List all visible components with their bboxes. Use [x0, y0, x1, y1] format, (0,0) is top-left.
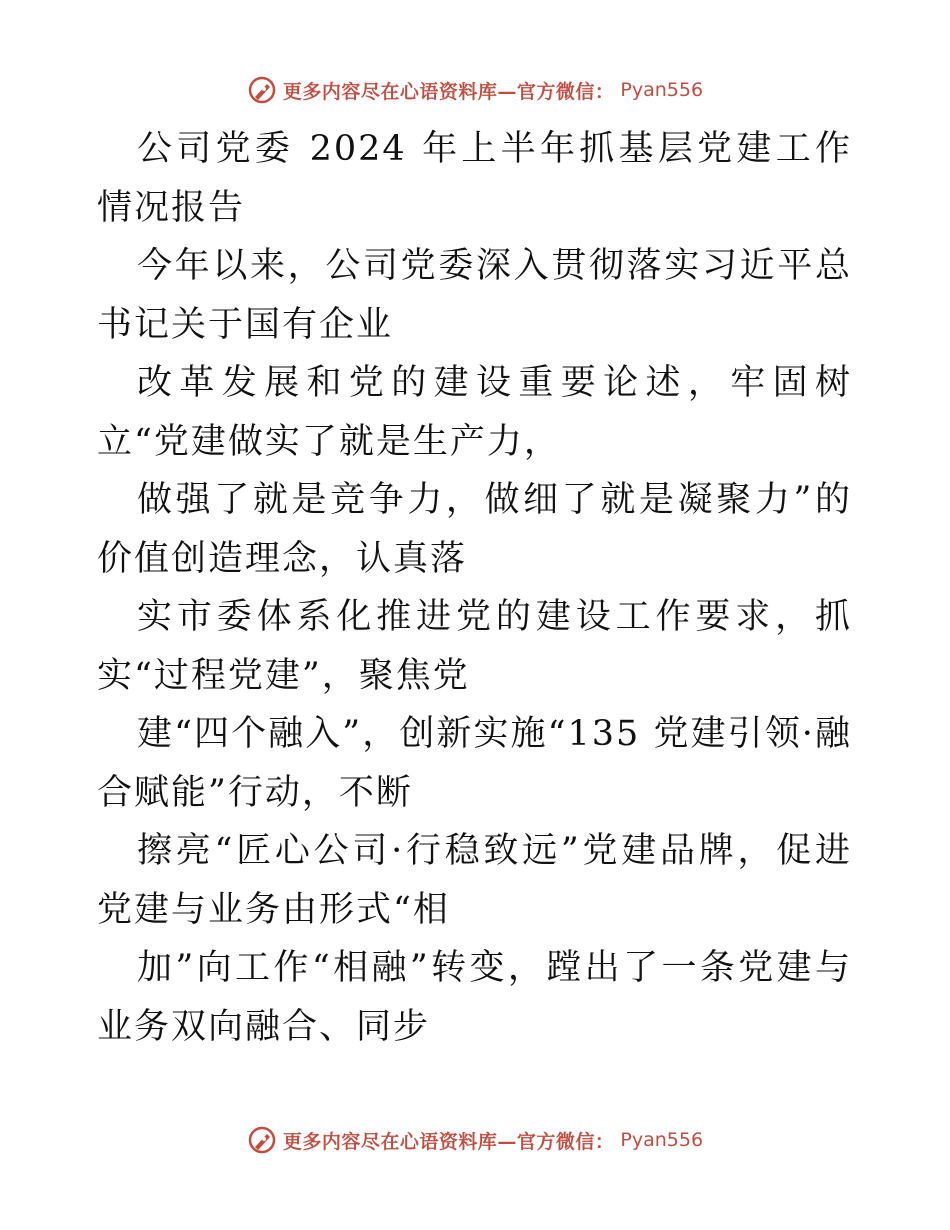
header-watermark-banner	[0, 70, 950, 110]
document-body	[97, 120, 852, 1056]
paragraph: 改革发展和党的建设重要论述，牢固树立“党建做实了就是生产力，	[97, 363, 852, 462]
paragraph: 建“四个融入”，创新实施“135 党建引领·融合赋能”行动，不断	[97, 714, 852, 813]
paragraph: 公司党委 2024 年上半年抓基层党建工作情况报告	[97, 129, 852, 228]
paragraph: 加”向工作“相融”转变，蹚出了一条党建与业务双向融合、同步	[97, 948, 852, 1047]
paragraph: 做强了就是竞争力，做细了就是凝聚力”的价值创造理念，认真落	[97, 480, 852, 579]
pen-nib-logo-icon	[247, 75, 277, 105]
banner-text: 更多内容尽在心语资料库—官方微信：	[282, 1130, 615, 1153]
paragraph: 擦亮“匠心公司·行稳致远”党建品牌，促进党建与业务由形式“相	[97, 831, 852, 930]
banner-wechat-id: Pyan556	[620, 1129, 704, 1151]
banner-text: 更多内容尽在心语资料库—官方微信：	[282, 80, 615, 103]
banner-wechat-id: Pyan556	[620, 79, 704, 101]
paragraph: 今年以来，公司党委深入贯彻落实习近平总书记关于国有企业	[97, 246, 852, 345]
pen-nib-logo-icon	[247, 1125, 277, 1155]
paragraph: 实市委体系化推进党的建设工作要求，抓实“过程党建”，聚焦党	[97, 597, 852, 696]
footer-watermark-banner	[0, 1120, 950, 1160]
